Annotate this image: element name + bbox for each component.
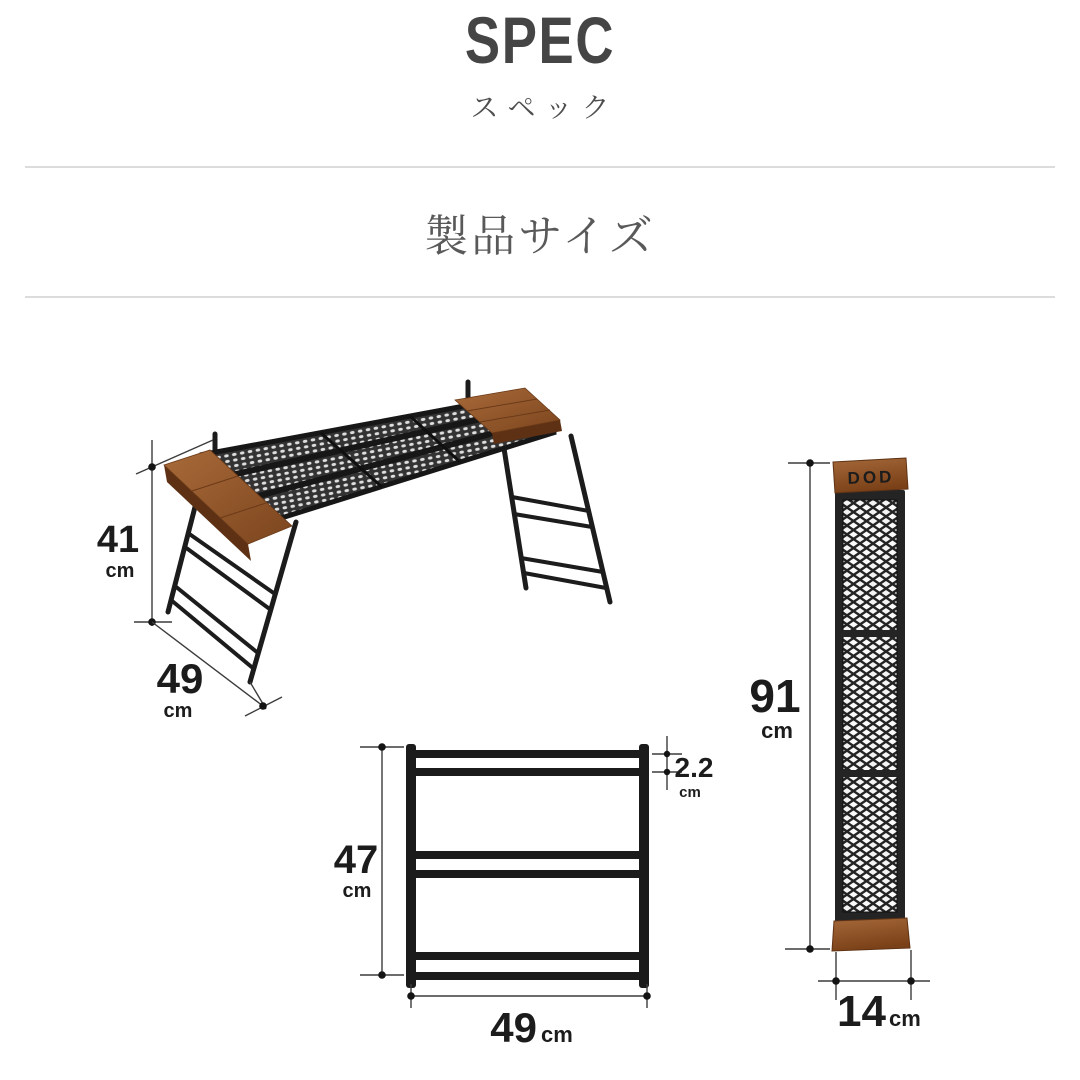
leg-frame-right <box>500 423 610 602</box>
brand-logo-text: DOD <box>847 467 895 488</box>
wooden-cap-bottom <box>832 918 910 951</box>
front-view-diagram <box>330 725 760 1055</box>
dimension-width-49 <box>407 984 651 1051</box>
dimension-length-91 <box>749 459 830 953</box>
front-width-value-label: 49 <box>490 1004 537 1051</box>
shelf-length-value-label: 91 <box>749 670 801 722</box>
shelf-mesh <box>843 500 897 912</box>
wooden-cap-top <box>833 458 908 493</box>
front-height-unit-label: cm <box>342 880 372 902</box>
front-width-unit-label: cm <box>541 1022 573 1047</box>
shelf-panel <box>832 458 910 951</box>
divider-section <box>25 296 1055 298</box>
depth-value-label: 49 <box>156 655 204 702</box>
bar-thickness-unit-label: cm <box>679 784 701 801</box>
bar-thickness-value-label: 2.2 <box>674 752 714 783</box>
perspective-view-diagram <box>60 370 660 740</box>
page-title: SPEC <box>464 3 616 77</box>
shelf-width-value-label: 14 <box>837 987 886 1036</box>
depth-unit-label: cm <box>163 700 193 722</box>
page-subtitle: スペック <box>470 92 619 123</box>
shelf-length-unit-label: cm <box>761 718 793 743</box>
front-height-value-label: 47 <box>333 838 379 882</box>
dimension-width-14 <box>818 950 930 1036</box>
front-frame <box>406 744 649 988</box>
height-unit-label: cm <box>105 560 135 582</box>
dimension-bar-2-2 <box>652 736 713 801</box>
top-view-diagram <box>730 440 1020 1040</box>
height-value-label: 41 <box>96 519 140 561</box>
divider-top <box>25 166 1055 168</box>
shelf-crossbar <box>837 770 903 777</box>
dimension-height-47 <box>334 743 404 979</box>
shelf-crossbar <box>837 630 903 637</box>
section-heading-product-size: 製品サイズ <box>424 212 656 261</box>
shelf-width-unit-label: cm <box>889 1006 921 1031</box>
